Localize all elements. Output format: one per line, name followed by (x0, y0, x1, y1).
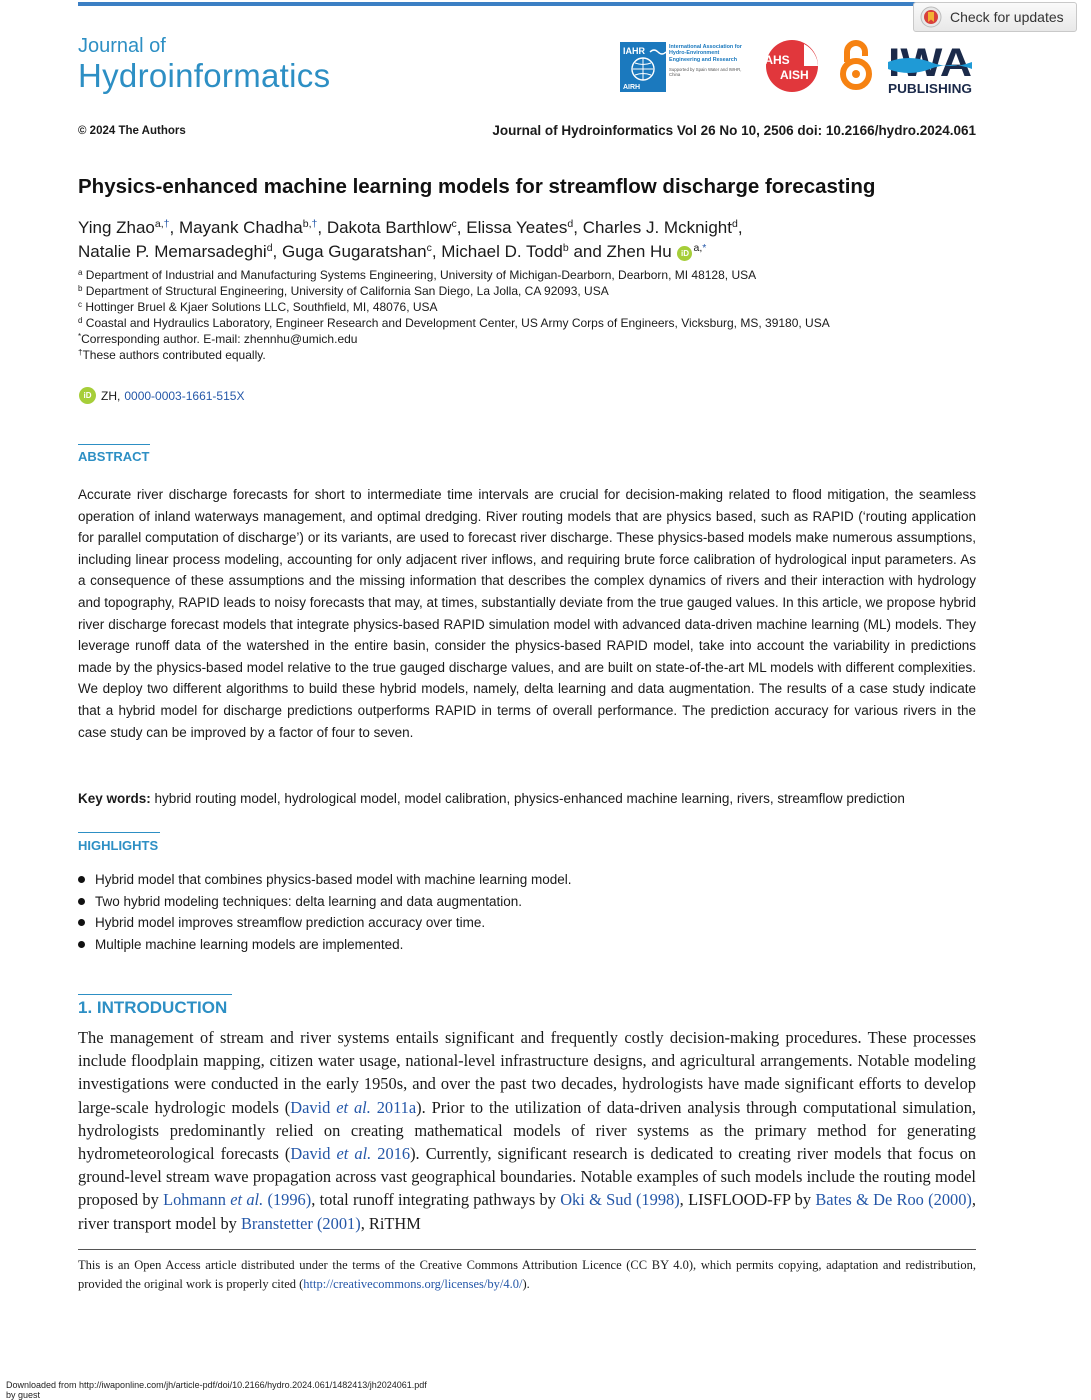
check-for-updates-label: Check for updates (950, 9, 1064, 25)
iahr-code: IAHR (623, 46, 645, 56)
iwa-publishing-logo[interactable] (888, 38, 972, 96)
highlights-rule (78, 832, 160, 833)
highlight-item: Multiple machine learning models are implemented. (78, 934, 571, 956)
author[interactable]: Michael D. Todd$^b$ (441, 242, 569, 261)
paper-title: Physics-enhanced machine learning models for streamflow discharge forecasting (78, 175, 876, 198)
affiliations (78, 267, 978, 363)
download-line: Downloaded from http://iwaponline.com/jh/article-pdf/doi/10.2166/hydro.2024.061/1482413/jh2024061.pdf (6, 1380, 427, 1390)
affiliation: $^c$ Hottinger Bruel & Kjaer Solutions LLC, Southfield, MI, 48076, USA (78, 300, 438, 314)
abstract-heading: ABSTRACT (78, 449, 150, 464)
citation-link[interactable]: Branstetter (2001) (240, 1213, 361, 1233)
author[interactable]: Dakota Barthlow$^c$ (326, 218, 457, 237)
bullet-icon (78, 941, 85, 948)
author[interactable]: Charles J. Mcknight$^d$ (582, 218, 738, 237)
author-line-2: Natalie P. Memarsadeghi$^d$, Guga Gugaratshan$^c$, Michael D. Todd$^b$ and Zhen Hu iD $^{a,*}$ (78, 242, 707, 261)
iahr-name: International Association for Hydro-Environment Engineering and Research (669, 44, 742, 63)
aish-text: AISH (780, 68, 809, 82)
author[interactable]: Natalie P. Memarsadeghi$^d$ (78, 242, 273, 261)
journal-logo-line2: Hydroinformatics (78, 57, 331, 94)
crossmark-icon (920, 6, 942, 28)
check-for-updates-button[interactable] (913, 2, 1077, 32)
affiliation: $^d$ Coastal and Hydraulics Laboratory, Engineer Research and Development Center, US Army Corps of Engineers, Vicksburg, MS, 39180, USA (78, 316, 830, 330)
download-line: by guest (6, 1390, 41, 1400)
affiliation: $^a$ Department of Industrial and Manufacturing Systems Engineering, University of Michigan-Dearborn, Dearborn, MI 48128, USA (78, 268, 757, 282)
footer-rule (78, 1249, 976, 1250)
citation-link[interactable]: Oki & Sud (1998) (560, 1190, 680, 1210)
open-access-icon (836, 38, 876, 94)
highlight-item: Two hybrid modeling techniques: delta learning and data augmentation. (78, 891, 571, 913)
highlight-item: Hybrid model that combines physics-based model with machine learning model. (78, 869, 571, 891)
journal-logo[interactable] (78, 36, 330, 92)
abstract-text: Accurate river discharge forecasts for short to intermediate time intervals are crucial for decision-making related to flood mitigation, the seamless operation of inland waterways management, and optimal dredging. River routing models that are physics based, such as RAPID (‘routing application for parallel computation of discharge’) or its variants, are used to forecast river discharge. These physics-based models make numerous assumptions, including linear process modeling, accounting for only adjacent river inflows, and requiring brute force calibration of hydrological input parameters. As a consequence of these assumptions and the missing information that describes the complex dynamics of rivers and their interaction with hydrology and topography, RAPID leads to noisy forecasts that may, at times, substantially deviate from the true gauged values. In this article, we propose hybrid river discharge forecast models that integrate physics-based RAPID simulation model with advanced data-driven machine learning (ML) models. They leverage runoff data of the watershed in the entire basin, consider the physics-based RAPID model, take into account the variability in predictions made by the physics-based model relative to the true gauged discharge values, and are built on state-of-the-art ML models with different complexities. We deploy two different algorithms to build these hybrid models, namely, delta learning and data augmentation. The results of a case study indicate that a hybrid model for discharge predictions outperforms RAPID in terms of overall performance. The prediction accuracy for various rivers in the case study can be improved by a factor of four to seven. (78, 487, 976, 740)
abstract-rule (78, 444, 150, 445)
author-line-1: Ying Zhao$^{a,\dagger}$, Mayank Chadha$^{b,\dagger}$, Dakota Barthlow$^c$, Elissa Yeates$^d$, Charles J. Mcknight$^d$, (78, 218, 743, 237)
introduction-text: The management of stream and river systems entails significant and frequently costly decision-making procedures. These processes include floodplain mapping, citizen water usage, national-level infrastructure designs, and agricultural arrangements. Notable modeling investigations were conducted in the early 1950s, and over the past two decades, hydrologists have made significant efforts to develop large-scale hydrologic models (David et al. 2011a). Prior to the utilization of data-driven analysis through computational simulation, hydrologists predominantly relied on creating mathematical models of river systems as the primary method for generating hydrometeorological forecasts (David et al. 2016). Currently, significant research is dedicated to creating river models that focus on ground-level stream wave propagation across vast geographical boundaries. Notable examples of such models include the routing model proposed by Lohmann et al. (1996), total runoff integrating pathways by Oki & Sud (1998), LISFLOOD-FP by Bates & De Roo (2000), river transport model by Branstetter (2001), RiTHM (78, 1028, 977, 1233)
introduction-heading: 1. INTRODUCTION (78, 998, 228, 1017)
journal-logo-line1: Journal of (78, 35, 166, 57)
author[interactable]: Mayank Chadha$^{b,\dagger}$ (178, 218, 318, 237)
citation-line: Journal of Hydroinformatics Vol 26 No 10, 2506 doi: 10.2166/hydro.2024.061 (492, 123, 976, 138)
orcid-initials: ZH, (101, 388, 121, 403)
citation-link[interactable]: David et al. 2016 (290, 1144, 411, 1164)
keywords-text: hybrid routing model, hydrological model, model calibration, physics-enhanced machine learning, rivers, streamflow prediction (154, 791, 905, 806)
orcid-icon[interactable]: iD (677, 246, 692, 261)
orcid-icon[interactable]: iD (79, 387, 96, 404)
orcid-link[interactable]: 0000-0003-1661-515X (124, 388, 245, 403)
author[interactable]: Zhen Hu iD $^{a,*}$ (606, 242, 707, 261)
iahr-support: Supported by Spain Water and IWHR, China (669, 67, 742, 78)
introduction-rule (78, 994, 232, 995)
highlights-list (78, 869, 571, 955)
corresponding-author: *Corresponding author. E-mail: zhennhu@umich.edu (78, 332, 358, 346)
bullet-icon (78, 876, 85, 883)
citation-link[interactable]: Bates & De Roo (2000) (815, 1190, 972, 1210)
highlight-item: Hybrid model improves streamflow prediction accuracy over time. (78, 912, 571, 934)
iahs-text: IAHS (761, 53, 790, 67)
bullet-icon (78, 919, 85, 926)
highlights-heading: HIGHLIGHTS (78, 838, 159, 853)
affiliation: $^b$ Department of Structural Engineering, University of California San Diego, La Jolla, CA 92093, USA (78, 284, 609, 298)
iahr-code2: AIRH (623, 84, 641, 91)
author-list (78, 216, 978, 264)
author[interactable]: Guga Gugaratshan$^c$ (281, 242, 432, 261)
keywords-label: Key words: (78, 791, 151, 806)
license-link[interactable]: http://creativecommons.org/licenses/by/4.0/ (303, 1277, 523, 1291)
equal-contribution-note: †These authors contributed equally. (78, 348, 266, 362)
orcid-line (78, 387, 244, 404)
copyright: © 2024 The Authors (78, 125, 186, 137)
keywords (78, 789, 978, 809)
download-note (6, 1380, 526, 1400)
citation-link[interactable]: Lohmann et al. (1996) (163, 1190, 312, 1210)
iahs-logo[interactable] (758, 38, 826, 94)
citation-link[interactable]: David et al. 2011a (290, 1097, 417, 1117)
license-note: This is an Open Access article distributed under the terms of the Creative Commons Attribution Licence (CC BY 4.0), which permits copying, adaptation and redistribution, provided the original work is properly cited (http://creativecommons.org/licenses/by/4.0/). (78, 1258, 976, 1291)
iahr-logo[interactable] (620, 42, 748, 92)
iwa-sub: PUBLISHING (888, 81, 972, 96)
author[interactable]: Elissa Yeates$^d$ (466, 218, 574, 237)
bullet-icon (78, 898, 85, 905)
top-accent-bar (78, 2, 976, 6)
author[interactable]: Ying Zhao$^{a,\dagger}$ (78, 218, 170, 237)
